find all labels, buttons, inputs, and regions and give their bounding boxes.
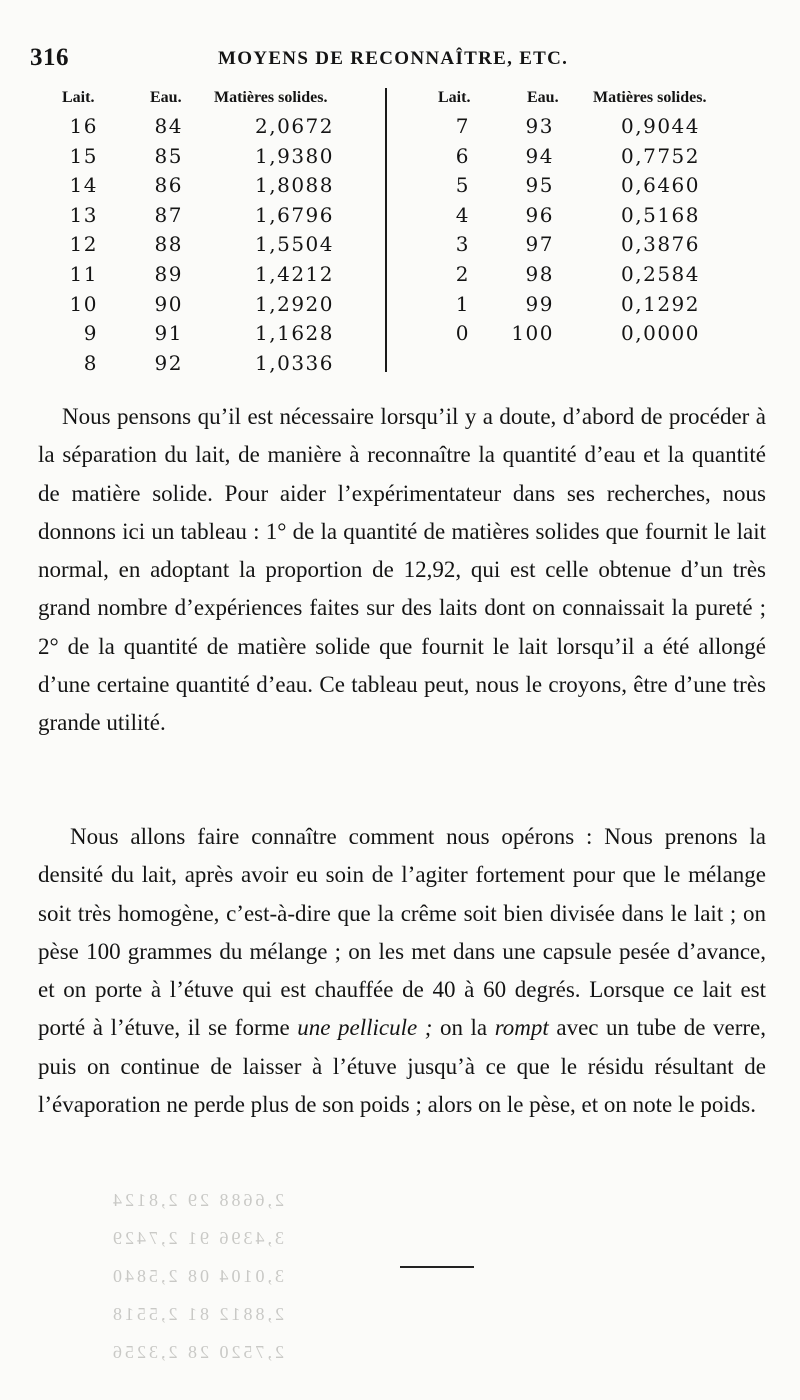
table-right-cell-matieres-solides: 0,0000 (621, 321, 700, 346)
paragraph-1: Nous pensons qu’il est nécessaire lorsqu’il y a doute, d’abord de procéder à la séparation du lait, de manière à reconnaître la quantité d’eau et la quantité de matière solide. Pour aider l’expérimentateur dans ses recherches, nous donnons ici un tableau : 1° de la quantité de matières solides que fournit le lait normal, en adoptant la proportion de 12,92, qui est celle obtenue d’un très grand nombre d’expériences faites sur des laits dont on connaissait la pureté ; 2° de la quantité de matière solide que fournit le lait lorsqu’il a été allongé d’une certaine quantité d’eau. Ce tableau peut, nous le croyons, être d’une très grande utilité. (38, 404, 766, 736)
table-right-cell-eau: 98 (525, 262, 554, 286)
table-left-cell-matieres-solides: 1,4212 (255, 262, 334, 286)
table-right-cell-lait: 6 (455, 143, 470, 168)
bleed-through-mark: 2,7520 28 2,3256 (110, 1342, 284, 1362)
table-right-cell-eau: 94 (525, 143, 554, 168)
table-left-cell-matieres-solides: 1,8088 (255, 173, 334, 198)
table-left-cell-matieres-solides: 1,1628 (255, 321, 334, 346)
table-right-header-matieres-solides: Matières solides. (593, 89, 707, 106)
milk-dilution-table (0, 0, 800, 380)
table-left-cell-eau: 85 (154, 143, 183, 168)
running-title: MOYENS DE RECONNAÎTRE, ETC. (218, 48, 569, 69)
table-right-cell-eau: 97 (525, 232, 554, 257)
table-right-cell-matieres-solides: 0,6460 (621, 173, 700, 198)
paragraph-2-text-c: avec un tube de verre, puis on continue de laisser à l’étuve jusqu’à ce que le résidu résultant de l’évaporation ne perde plus de son poids ; alors on le pèse, et on note le poids. (38, 1015, 766, 1118)
table-left-cell-eau: 92 (154, 350, 183, 375)
table-right-cell-eau: 99 (525, 291, 554, 316)
paragraph-2-text-b: on la (432, 1015, 495, 1041)
table-left-cell-eau: 88 (154, 232, 183, 257)
table-right-cell-lait: 1 (455, 291, 470, 316)
table-left-cell-eau: 86 (154, 173, 183, 198)
table-left-header-eau: Eau. (150, 89, 182, 106)
table-left-cell-matieres-solides: 1,0336 (255, 350, 334, 375)
table-right-header-eau: Eau. (527, 89, 559, 106)
table-left-cell-lait: 9 (83, 321, 98, 346)
table-left-cell-lait: 14 (69, 173, 98, 198)
table-left-cell-matieres-solides: 2,0672 (255, 114, 334, 138)
table-left-cell-matieres-solides: 1,2920 (255, 291, 334, 316)
table-right-cell-eau: 95 (525, 173, 554, 198)
table-right-cell-lait: 4 (455, 202, 470, 227)
paragraph-2-text-a: Nous allons faire connaître comment nous opérons : Nous prenons la densité du lait, après avoir eu soin de l’agiter fortement pour que le mélange soit très homogène, c’est-à-dire que la crême soit bien divisée dans le lait ; on pèse 100 grammes du mélange ; on les met dans une capsule pesée d’avance, et on porte à l’étuve qui est chauffée de 40 à 60 degrés. Lorsque ce lait est porté à l’étuve, il se forme (38, 824, 766, 1041)
table-left-cell-lait: 12 (69, 232, 98, 257)
table-left-cell-lait: 15 (69, 143, 98, 168)
table-left-cell-eau: 90 (154, 291, 183, 316)
bleed-through-mark: 2,6688 29 2,8124 (110, 1190, 284, 1210)
table-right-cell-matieres-solides: 0,2584 (621, 262, 700, 286)
table-right-header-lait: Lait. (438, 89, 471, 106)
table-right-cell-lait: 7 (455, 114, 470, 138)
table-right-cell-matieres-solides: 0,7752 (621, 143, 700, 168)
italic-term-pellicule: une pellicule ; (297, 1015, 433, 1041)
table-right-cell-matieres-solides: 0,9044 (621, 114, 700, 138)
table-right-cell-lait: 0 (455, 321, 470, 346)
table-right-cell-lait: 3 (455, 232, 470, 257)
paragraph-2 (38, 818, 766, 1124)
table-right-cell-lait: 5 (455, 173, 470, 198)
table-left-cell-matieres-solides: 1,5504 (255, 232, 334, 257)
table-right-cell-matieres-solides: 0,5168 (621, 202, 700, 227)
bleed-through-mark: 3,4396 91 2,7429 (110, 1228, 284, 1248)
page-number: 316 (30, 44, 69, 71)
table-left-cell-lait: 11 (69, 262, 98, 286)
bleed-through-mark: 2,8812 81 2,5518 (110, 1304, 284, 1324)
table-right-cell-lait: 2 (455, 262, 470, 286)
closing-rule (400, 1266, 474, 1268)
table-right-cell-matieres-solides: 0,3876 (621, 232, 700, 257)
bleed-through-mark: 3,0104 08 2,5840 (110, 1266, 284, 1286)
table-right-cell-eau: 93 (525, 114, 554, 138)
italic-term-rompt: rompt (494, 1015, 549, 1041)
table-left-cell-matieres-solides: 1,9380 (255, 143, 334, 168)
table-right-cell-matieres-solides: 0,1292 (621, 291, 700, 316)
table-left-header-matieres-solides: Matières solides. (214, 89, 328, 106)
table-left-cell-eau: 84 (154, 114, 183, 138)
table-left-cell-eau: 87 (154, 202, 183, 227)
table-left-cell-lait: 16 (69, 114, 98, 138)
table-right-cell-eau: 100 (511, 321, 554, 346)
table-right-cell-eau: 96 (525, 202, 554, 227)
table-left-cell-matieres-solides: 1,6796 (255, 202, 334, 227)
table-left-cell-lait: 8 (83, 350, 98, 375)
table-left-cell-eau: 91 (154, 321, 183, 346)
table-left-cell-eau: 89 (154, 262, 183, 286)
table-left-header-lait: Lait. (62, 89, 95, 106)
table-left-cell-lait: 13 (69, 202, 98, 227)
table-left-cell-lait: 10 (69, 291, 98, 316)
